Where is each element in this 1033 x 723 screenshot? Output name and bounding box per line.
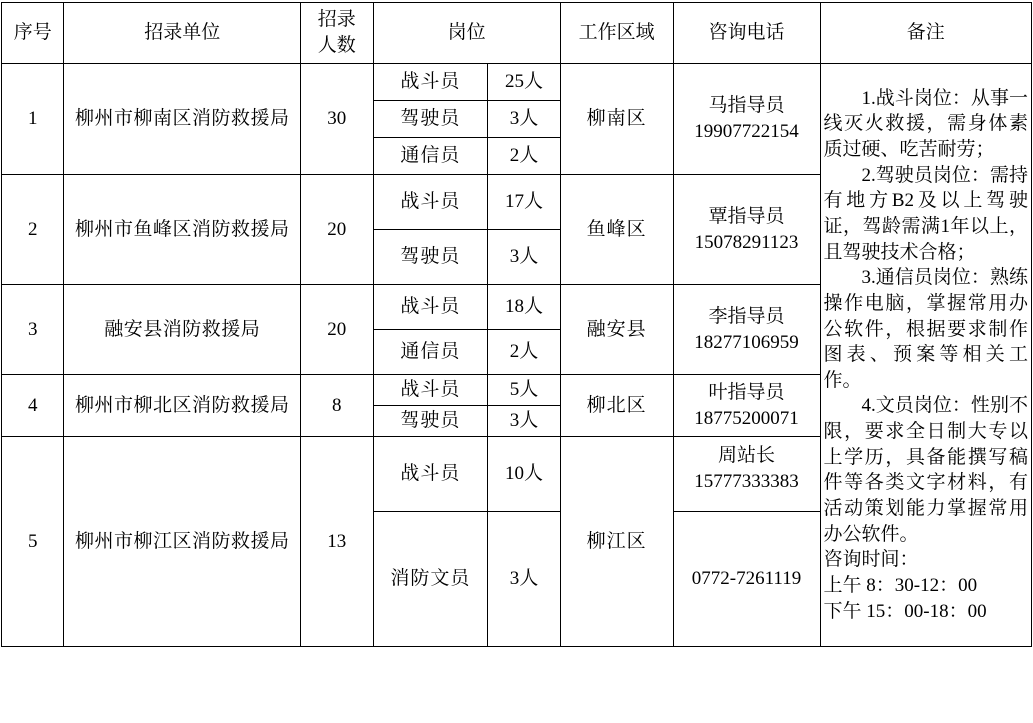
recruitment-table-page [0, 2, 1033, 723]
cell-post-count: 3人 [488, 512, 561, 647]
phone-contact: 覃指导员 [708, 205, 785, 227]
cell-post-name: 战斗员 [373, 375, 488, 406]
cell-post-name: 驾驶员 [373, 101, 488, 138]
phone-number: 15078291123 [694, 231, 799, 253]
cell-post-name: 驾驶员 [373, 406, 488, 437]
header-row [2, 3, 1032, 64]
cell-remark [820, 64, 1032, 647]
header-count [301, 3, 373, 64]
header-phone: 咨询电话 [673, 3, 820, 64]
phone-contact: 叶指导员 [708, 381, 785, 403]
cell-unit: 融安县消防救援局 [64, 285, 301, 375]
header-area: 工作区域 [560, 3, 673, 64]
cell-count: 30 [301, 64, 373, 175]
remark-consult-morning: 上午 8：30-12：00 [823, 574, 978, 596]
cell-area: 柳北区 [560, 375, 673, 437]
cell-area: 融安县 [560, 285, 673, 375]
remark-consult-time-label: 咨询时间： [823, 549, 919, 571]
cell-area: 柳江区 [560, 437, 673, 647]
cell-post-name: 战斗员 [373, 285, 488, 330]
phone-number: 19907722154 [694, 121, 799, 142]
cell-post-count: 3人 [488, 230, 561, 285]
cell-post-count: 2人 [488, 330, 561, 375]
phone-contact: 周站长 [718, 445, 776, 466]
cell-post-count: 2人 [488, 138, 561, 175]
cell-post-count: 5人 [488, 375, 561, 406]
cell-post-count: 25人 [488, 64, 561, 101]
phone-contact: 马指导员 [708, 95, 785, 117]
cell-phone [673, 285, 820, 375]
phone-number: 18277106959 [694, 331, 799, 353]
cell-post-count: 18人 [488, 285, 561, 330]
remark-paragraph-4: 4.文员岗位：性别不限，要求全日制大专以上学历，具备能撰写稿件等各类文字材料，有活动策划能力掌握常用办公软件。 [823, 395, 1028, 545]
cell-seq: 4 [2, 375, 64, 437]
header-count-line1: 招录 [317, 9, 356, 31]
cell-seq: 1 [2, 64, 64, 175]
cell-post-name: 通信员 [373, 138, 488, 175]
cell-post-count: 3人 [488, 101, 561, 138]
cell-unit: 柳州市柳南区消防救援局 [64, 64, 301, 175]
cell-seq: 5 [2, 437, 64, 647]
cell-phone [673, 375, 820, 437]
cell-post-name: 战斗员 [373, 175, 488, 230]
cell-unit: 柳州市鱼峰区消防救援局 [64, 175, 301, 285]
table-row [2, 64, 1032, 101]
remark-consult-afternoon: 下午 15：00-18：00 [823, 600, 987, 622]
cell-seq: 2 [2, 175, 64, 285]
cell-area: 鱼峰区 [560, 175, 673, 285]
table-header [2, 3, 1032, 64]
remark-paragraph-1: 1.战斗岗位：从事一线灭火救援，需身体素质过硬、吃苦耐劳； [823, 87, 1028, 161]
recruitment-table [1, 2, 1032, 647]
cell-post-count: 3人 [488, 406, 561, 437]
header-count-line2: 人数 [317, 35, 356, 56]
phone-number: 0772-7261119 [691, 568, 802, 590]
cell-post-name: 驾驶员 [373, 230, 488, 285]
cell-post-name: 战斗员 [373, 437, 488, 512]
cell-post-count: 10人 [488, 437, 561, 512]
phone-contact: 李指导员 [708, 305, 785, 327]
cell-count: 13 [301, 437, 373, 647]
cell-phone [673, 64, 820, 175]
phone-number: 15777333383 [694, 470, 799, 492]
remark-paragraph-3: 3.通信员岗位：熟练操作电脑，掌握常用办公软件，根据要求制作图表、预案等相关工作。 [823, 267, 1028, 391]
table-body [2, 64, 1032, 647]
cell-post-name: 通信员 [373, 330, 488, 375]
cell-post-name: 战斗员 [373, 64, 488, 101]
header-unit: 招录单位 [64, 3, 301, 64]
phone-number: 18775200071 [694, 407, 799, 429]
cell-phone [673, 437, 820, 512]
header-remark: 备注 [820, 3, 1032, 64]
cell-count: 20 [301, 175, 373, 285]
remark-paragraph-2: 2.驾驶员岗位：需持有地方B2及以上驾驶证，驾龄需满1年以上，且驾驶技术合格； [823, 164, 1028, 263]
header-post: 岗位 [373, 3, 560, 64]
cell-count: 8 [301, 375, 373, 437]
cell-unit: 柳州市柳江区消防救援局 [64, 437, 301, 647]
cell-count: 20 [301, 285, 373, 375]
cell-post-count: 17人 [488, 175, 561, 230]
cell-phone-secondary [673, 512, 820, 647]
cell-area: 柳南区 [560, 64, 673, 175]
cell-seq: 3 [2, 285, 64, 375]
cell-phone [673, 175, 820, 285]
header-seq: 序号 [2, 3, 64, 64]
cell-post-name: 消防文员 [373, 512, 488, 647]
cell-unit: 柳州市柳北区消防救援局 [64, 375, 301, 437]
